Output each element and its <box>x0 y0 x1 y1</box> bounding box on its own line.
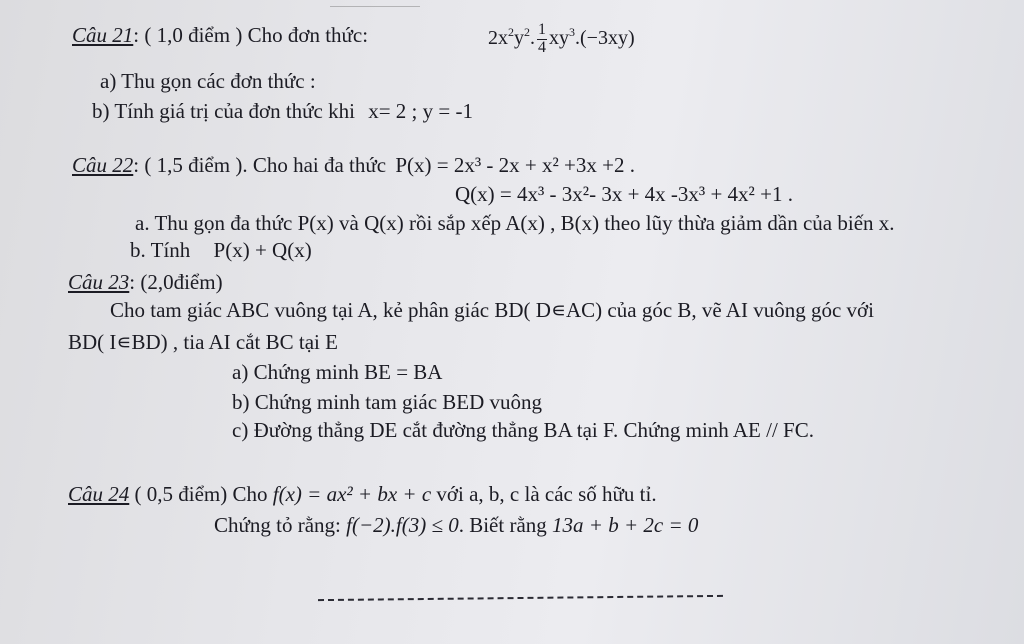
q24-inequality: f(−2).f(3) ≤ 0 <box>346 513 459 537</box>
q21-header <box>72 25 368 46</box>
q24-function: f(x) = ax² + bx + c <box>272 482 432 506</box>
q24-title: Câu 24 <box>68 482 130 506</box>
q22-polynomial-p: P(x) = 2x³ - 2x + x² +3x +2 . <box>395 153 635 177</box>
q22-polynomial-q: Q(x) = 4x³ - 3x²- 3x + 4x -3x³ + 4x² +1 . <box>455 182 793 206</box>
q22-part-a: a. Thu gọn đa thức P(x) và Q(x) rồi sắp xếp A(x) , B(x) theo lũy thừa giảm dần của biến x. <box>135 211 895 235</box>
q21-part-b: b) Tính giá trị của đơn thức khi x= 2 ; y = -1 <box>92 99 473 123</box>
q24-head-tail: với a, b, c là các số hữu tỉ. <box>431 482 657 506</box>
q23-title: Câu 23 <box>68 270 130 294</box>
q22-head: : ( 1,5 điểm ). Cho hai đa thức <box>133 153 387 177</box>
fraction: $\frac{1}{4}$ <box>538 21 546 56</box>
q22-part-b-expr: P(x) + Q(x) <box>213 238 312 262</box>
q23-part-a: a) Chứng minh BE = BA <box>232 360 443 384</box>
q24-head: ( 0,5 điểm) Cho <box>129 482 268 506</box>
q21-title: Câu 21 <box>72 23 134 47</box>
q21-monomial: $2x^2y^2$. $\frac{1}{4}$ $xy^3.(-3xy)$ <box>488 21 635 56</box>
end-dashed-line <box>318 595 723 601</box>
q24-line2: Chứng tỏ rằng: f(−2).f(3) ≤ 0. Biết rằng 13a + b + 2c = 0 <box>214 513 699 537</box>
q22-header <box>72 155 635 176</box>
q24-condition: 13a + b + 2c = 0 <box>552 513 699 537</box>
q22-part-b: b. Tính P(x) + Q(x) <box>130 238 312 262</box>
q23-part-c: c) Đường thẳng DE cắt đường thẳng BA tại F. Chứng minh AE // FC. <box>232 418 814 442</box>
q23-header <box>68 272 223 293</box>
q21-head: : ( 1,0 điểm ) Cho đơn thức: <box>133 23 369 47</box>
q24-header <box>68 484 657 505</box>
q23-line1: Cho tam giác ABC vuông tại A, kẻ phân giác BD( D∊AC) của góc B, vẽ AI vuông góc với <box>110 298 874 322</box>
q21-values: x= 2 ; y = -1 <box>368 99 473 123</box>
q23-part-b: b) Chứng minh tam giác BED vuông <box>232 390 543 414</box>
q23-head: : (2,0điểm) <box>129 270 223 294</box>
q21-part-a: a) Thu gọn các đơn thức : <box>100 69 316 93</box>
q22-title: Câu 22 <box>72 153 134 177</box>
cropped-top-text <box>330 0 420 7</box>
q23-line2: BD( I∊BD) , tia AI cắt BC tại E <box>68 330 338 354</box>
